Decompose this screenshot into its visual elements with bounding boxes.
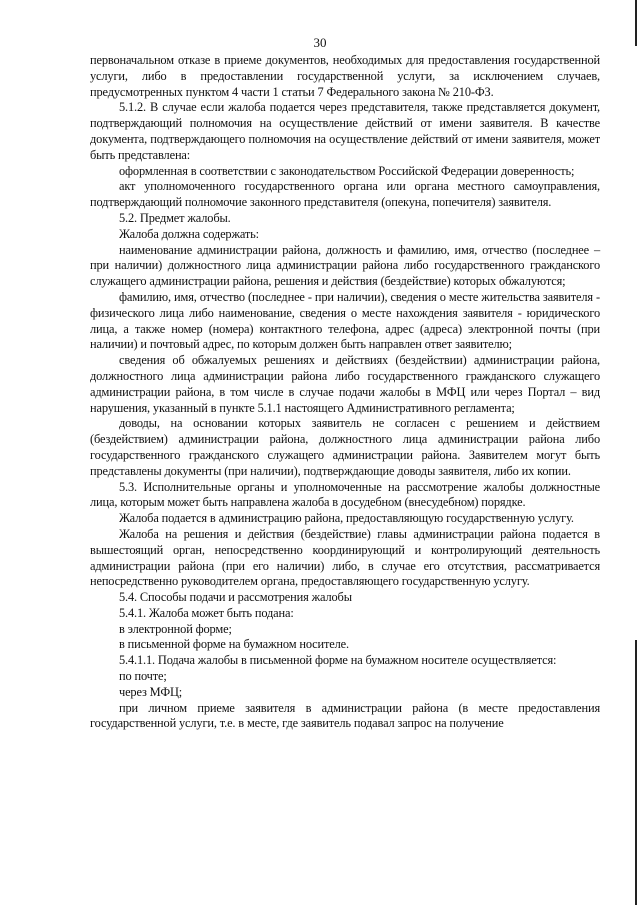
scan-edge-top (635, 0, 637, 46)
paragraph: Жалоба на решения и действия (бездействие) главы администрации района подается в вышестоящий орган, непосредственно координирующий и контролирующий деятельность администрации района (при его наличии) либо, в случае его отсутствия, рассматривается непосредственно руководителем органа, предоставляющего государственную услугу. (90, 526, 600, 589)
paragraph: 5.4.1. Жалоба может быть подана: (119, 605, 294, 620)
paragraph: 5.4. Способы подачи и рассмотрения жалобы (119, 590, 352, 605)
paragraph: в электронной форме; (119, 621, 232, 636)
paragraph: первоначальном отказе в приеме документов, необходимых для предоставления государственной услуги, либо в предоставлении государственной услуги, за исключением случаев, предусмотренных пунктом 4 части 1 статьи 7 Федерального закона № 210-ФЗ. (90, 53, 600, 99)
paragraph: 5.3. Исполнительные органы и уполномоченные на рассмотрение жалобы должностные лица, которым может быть направлена жалоба в досудебном (внесудебном) порядке. (90, 479, 600, 510)
paragraph: в письменной форме на бумажном носителе. (119, 637, 349, 652)
page-number: 30 (313, 35, 327, 50)
paragraph: доводы, на основании которых заявитель не согласен с решением и действием (бездействием) администрации района, должностного лица администрации района либо государственного гражданского служащего администрации района. Заявителем могут быть представлены документы (при наличии), подтверждающие доводы заявителя, либо их копии. (90, 416, 600, 478)
paragraph: оформленная в соответствии с законодательством Российской Федерации доверенность; (119, 163, 575, 178)
paragraph: через МФЦ; (119, 684, 183, 699)
scan-edge-bottom (635, 640, 637, 905)
document-body (90, 53, 600, 732)
paragraph: фамилию, имя, отчество (последнее - при наличии), сведения о месте жительства заявителя - физического лица либо наименование, сведения о месте нахождения заявителя - юридического лица, а также номер (номера) контактного телефона, адрес (адреса) электронной почты (при наличии) и почтовый адрес, по которым должен быть направлен ответ заявителю; (90, 289, 600, 352)
paragraph: Жалоба подается в администрацию района, предоставляющую государственную услугу. (119, 511, 574, 526)
paragraph: при личном приеме заявителя в администрации района (в месте предоставления государственной услуги, т.е. в месте, где заявитель подавал запрос на получение (90, 700, 600, 731)
paragraph: Жалоба должна содержать: (119, 226, 259, 241)
paragraph: наименование администрации района, должность и фамилию, имя, отчество (последнее – при наличии) должностного лица администрации района либо государственного гражданского служащего администрации района, решения и действия (бездействие) которых обжалуются; (90, 242, 600, 289)
paragraph: 5.2. Предмет жалобы. (119, 210, 231, 225)
paragraph: 5.1.2. В случае если жалоба подается через представителя, также представляется документ, подтверждающий полномочия на осуществление действий от имени заявителя. В качестве документа, подтверждающего полномочия на осуществление действий от имени заявителя, может быть представлена: (90, 100, 600, 162)
paragraph: по почте; (119, 669, 167, 684)
paragraph: акт уполномоченного государственного органа или органа местного самоуправления, подтверждающий полномочие законного представителя (опекуна, попечителя) заявителя. (90, 179, 600, 210)
paragraph: сведения об обжалуемых решениях и действиях (бездействии) администрации района, должностного лица администрации района либо государственного гражданского служащего администрации района, в том числе в случае подачи жалобы в МФЦ или через Портал – вид нарушения, указанный в пункте 5.1.1 настоящего Административного регламента; (90, 353, 600, 415)
paragraph: 5.4.1.1. Подача жалобы в письменной форме на бумажном носителе осуществляется: (119, 653, 557, 668)
